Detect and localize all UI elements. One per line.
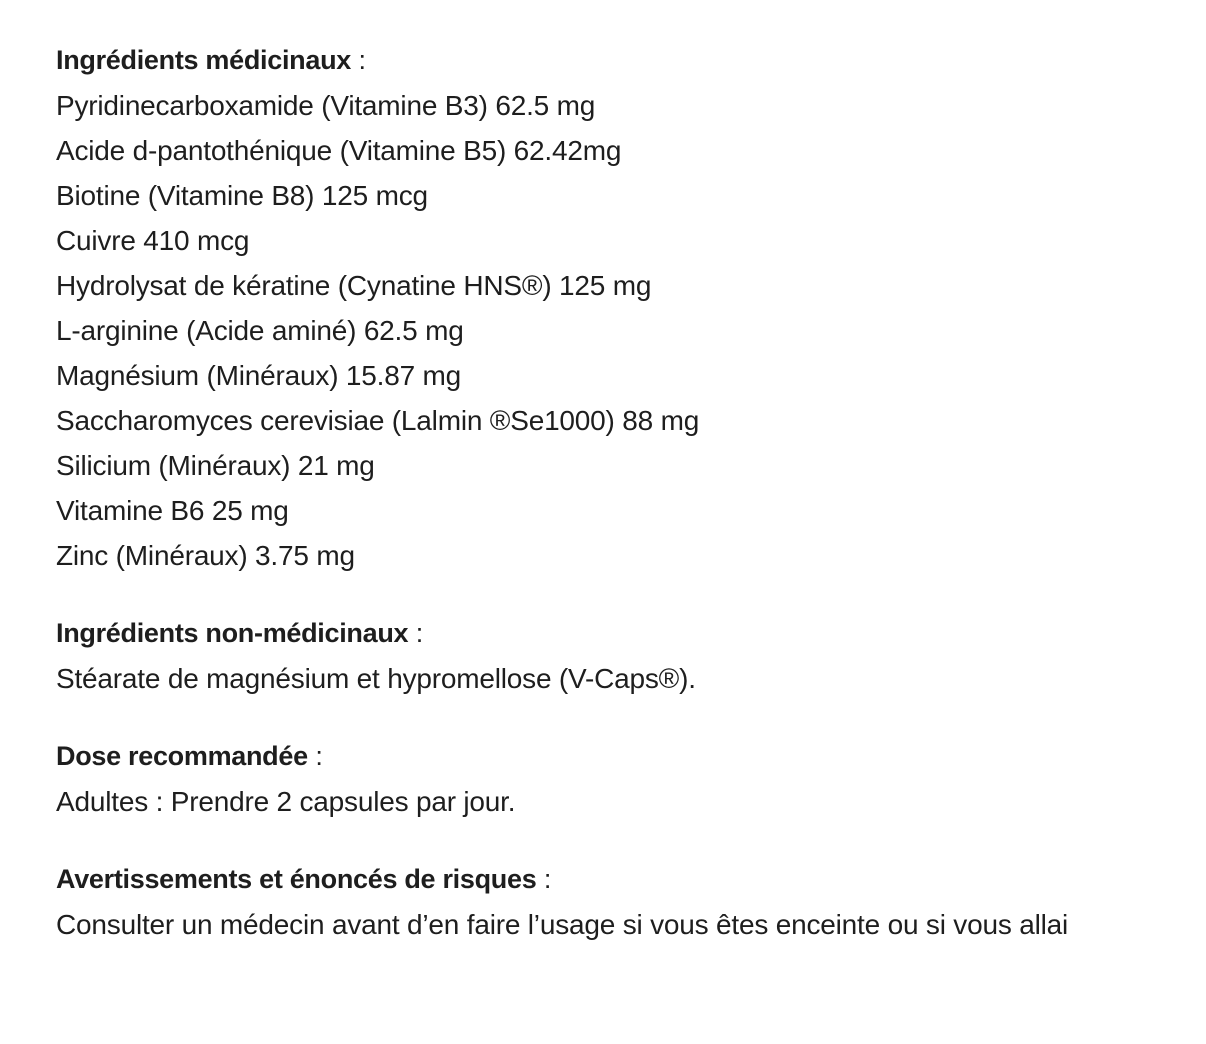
product-information-document [56,38,1206,980]
section-heading [56,38,1206,83]
warnings-section [56,857,1206,947]
ingredient-line: Acide d-pantothénique (Vitamine B5) 62.42mg [56,135,622,166]
non-medicinal-ingredients-section [56,611,1206,701]
warning-line: Consulter un médecin avant d’en faire l’usage si vous êtes enceinte ou si vous allai [56,909,1069,940]
ingredient-line: Biotine (Vitamine B8) 125 mcg [56,180,428,211]
medicinal-ingredients-section [56,38,1206,578]
dose-line: Adultes : Prendre 2 capsules par jour. [56,786,516,817]
section-heading-colon: : [350,45,366,75]
section-heading-colon: : [307,741,323,771]
section-heading-label: Dose recommandée [56,741,308,771]
section-heading-label: Ingrédients non-médicinaux [56,618,409,648]
section-heading [56,857,1206,902]
ingredient-line: Zinc (Minéraux) 3.75 mg [56,540,355,571]
ingredient-line: Silicium (Minéraux) 21 mg [56,450,375,481]
section-heading-label: Avertissements et énoncés de risques [56,864,537,894]
ingredient-line: Vitamine B6 25 mg [56,495,289,526]
section-heading-colon: : [408,618,424,648]
ingredient-line: Saccharomyces cerevisiae (Lalmin ®Se1000) 88 mg [56,405,700,436]
ingredient-line: Magnésium (Minéraux) 15.87 mg [56,360,462,391]
ingredient-line: Cuivre 410 mcg [56,225,250,256]
section-heading-label: Ingrédients médicinaux [56,45,351,75]
section-heading [56,734,1206,779]
ingredient-line: Pyridinecarboxamide (Vitamine B3) 62.5 mg [56,90,596,121]
section-heading [56,611,1206,656]
ingredient-line: Stéarate de magnésium et hypromellose (V-Caps®). [56,663,696,694]
section-heading-colon: : [536,864,552,894]
ingredient-line: Hydrolysat de kératine (Cynatine HNS®) 125 mg [56,270,652,301]
ingredient-line: L-arginine (Acide aminé) 62.5 mg [56,315,464,346]
recommended-dose-section [56,734,1206,824]
